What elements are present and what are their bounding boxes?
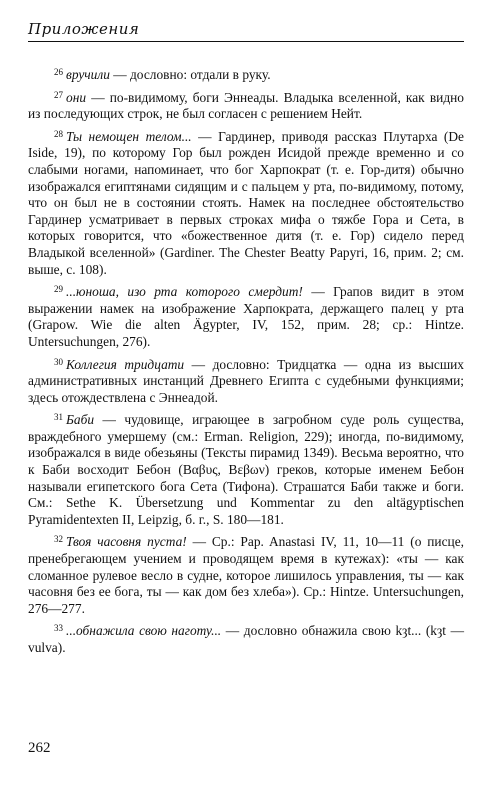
note-lemma: Ты немощен телом... xyxy=(66,128,192,144)
page-number: 262 xyxy=(28,740,51,756)
note-text: — дословно: Тридцатка — одна из высших административных инстанций Древнего Египта с судебными функциями; здесь отождествлена с Эннеадой. xyxy=(28,356,464,405)
note-31 xyxy=(28,409,464,528)
note-text: — чудовище, играющее в загробном суде роль существа, враждебного умершему (см.: Erman. Religion, 229); иногда, по-видимому, изображался в виде обезьяны (Тексты пирамид 1349). Весьма вероятно, что к Баби восходит Бебон (Βαβυς, Βεβων) греков, которые именем Бебон называли египетского бога Сета (Тифона). Страшатся Баби также и боги. См.: Sethe K. Übersetzung und Kommentar zu den altägyptischen Pyramidentexten II, Leipzig, б. г., S. 180—181. xyxy=(28,412,464,527)
note-29 xyxy=(28,281,464,350)
note-number: 28 xyxy=(54,128,63,139)
note-lemma: они xyxy=(66,89,87,105)
note-lemma: Баби xyxy=(66,412,95,428)
note-text: — дословно: отдали в руку. xyxy=(109,67,271,82)
note-lemma: Коллегия тридцати xyxy=(66,356,185,372)
notes-body xyxy=(28,64,464,660)
note-number: 31 xyxy=(54,412,63,423)
note-number: 33 xyxy=(54,623,63,634)
note-text: — дословно обнажила свою kȝt... (kȝt — vulva). xyxy=(28,623,464,655)
note-27 xyxy=(28,87,464,123)
note-number: 26 xyxy=(54,67,63,77)
note-lemma: вручили xyxy=(66,67,110,82)
note-33 xyxy=(28,620,464,656)
note-lemma: Твоя часовня пуста! xyxy=(66,534,187,550)
note-text: — Ср.: Pap. Anastasi IV, 11, 10—11 (о писце, пренебрегающем учением и проводящем время в кутежах): «ты — как сломанное рулевое весло в судне, которое лишилось управления, ты — как часовня без ее бога, ты — как дом без хлеба»). Ср.: Hintze. Untersuchungen, 276—277. xyxy=(28,534,465,616)
note-number: 27 xyxy=(54,89,63,100)
note-lemma: ...юноша, изо рта которого смердит! xyxy=(66,284,303,300)
note-32 xyxy=(28,531,464,617)
note-lemma: ...обнажила свою наготу... xyxy=(66,623,222,639)
running-header: Приложения xyxy=(28,20,464,42)
note-number: 29 xyxy=(54,284,63,295)
note-28 xyxy=(28,126,464,278)
note-26 xyxy=(28,64,464,84)
note-text: — Грапов видит в этом выражении намек на изображение Харпократа, держащего палец у рта (Grapow. Wie die alten Ägypter, IV, 152, прим. 28; ср.: Hintze. Untersuchungen, 276). xyxy=(28,284,464,349)
note-text: — по-видимому, боги Эннеады. Владыка вселенной, как видно из последующих строк, не был согласен с решением Нейт. xyxy=(28,89,464,122)
note-text: — Гардинер, приводя рассказ Плутарха (De Iside, 19), по которому Гор был рожден Исидой прежде временно и со слабыми ногами, напоминает, что бог Харпократ (т. е. Гор-дитя) обычно изображался египтянами сидящим и с пальцем у рта, по-видимому, потому, что он был не в состоянии стоять. Намек на последнее обстоятельство Гардинер усматривает в первых строках мифа о тяжбе Гора и Сета, в которых говорится, что «божественное дитя (т. е. Гор) сидело перед Владыкой вселенной» (Gardiner. The Chester Beatty Papyri, 16, прим. 2; см. выше, с. 108). xyxy=(28,128,464,277)
note-number: 32 xyxy=(54,534,63,545)
note-30 xyxy=(28,354,464,407)
note-number: 30 xyxy=(54,356,63,367)
